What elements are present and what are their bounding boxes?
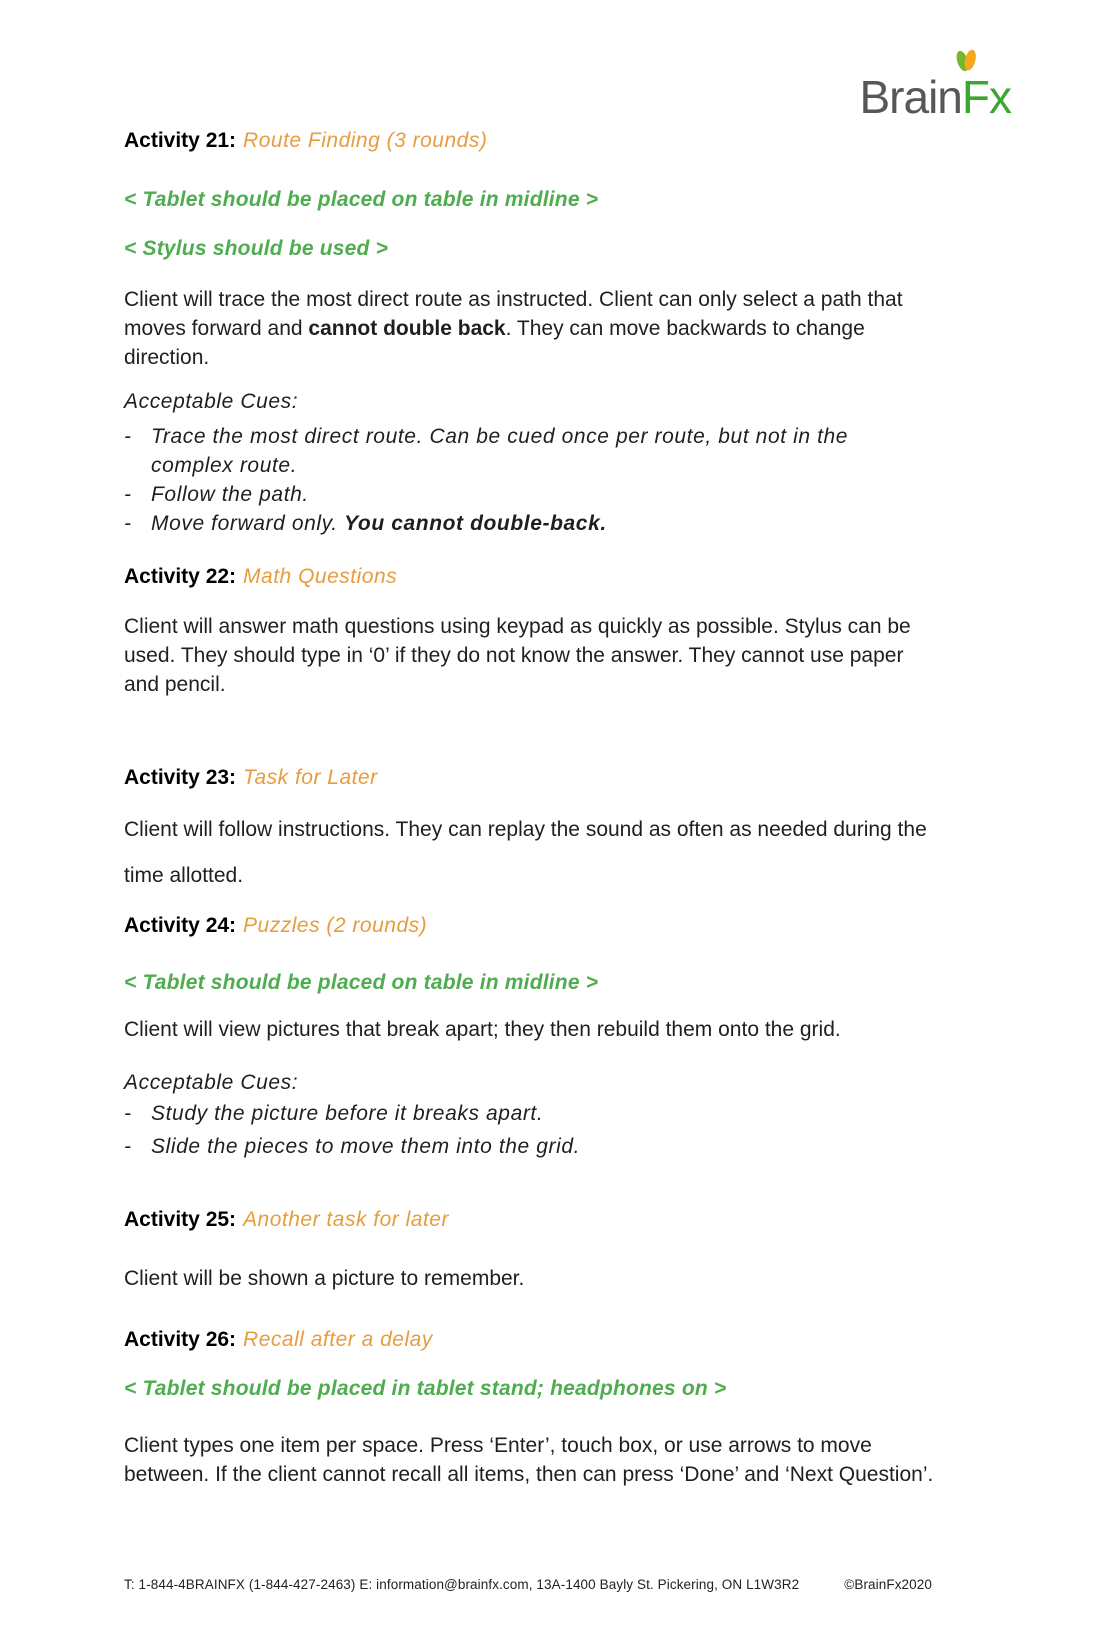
activity-22-label: Activity 22: xyxy=(124,565,237,588)
document-body xyxy=(124,126,936,1489)
activity-22-heading xyxy=(124,562,936,591)
brainfx-logo xyxy=(859,46,1012,123)
page-footer xyxy=(124,1576,932,1594)
activity-26-label: Activity 26: xyxy=(124,1328,237,1351)
activity-25-title: Another task for later xyxy=(243,1208,449,1231)
cue-item xyxy=(124,422,936,480)
activity-25-description: Client will be shown a picture to remember. xyxy=(124,1267,525,1290)
bullet-dash: - xyxy=(124,512,132,535)
activity-23-description: Client will follow instructions. They can replay the sound as often as needed during the time allotted. xyxy=(124,818,927,887)
description-text: Client will trace the most direct route as instructed. Client can only select a path that moves forward and xyxy=(124,288,903,340)
bullet-dash: - xyxy=(124,1135,132,1158)
activity-24-title: Puzzles (2 rounds) xyxy=(243,914,428,937)
activity-24-label: Activity 24: xyxy=(124,914,237,937)
activity-26-title: Recall after a delay xyxy=(243,1328,433,1351)
activity-22-description: Client will answer math questions using keypad as quickly as possible. Stylus can be used. They should type in ‘0’ if they do not know the answer. They cannot use paper and pencil. xyxy=(124,615,911,696)
logo-text-fx: Fx xyxy=(961,71,1011,123)
cue-list xyxy=(124,422,936,538)
bullet-dash: - xyxy=(124,1102,132,1125)
activity-23-title: Task for Later xyxy=(243,766,378,789)
cue-item xyxy=(124,1132,936,1161)
activity-25-label: Activity 25: xyxy=(124,1208,237,1231)
cue-item xyxy=(124,1099,936,1128)
setup-instruction-stylus: < Stylus should be used > xyxy=(124,237,389,260)
setup-instruction-tablet-midline: < Tablet should be placed on table in midline > xyxy=(124,971,599,994)
activity-21-heading xyxy=(124,126,936,155)
activity-21-label: Activity 21: xyxy=(124,129,237,152)
cue-item xyxy=(124,480,936,509)
footer-contact-info: T: 1-844-4BRAINFX (1-844-427-2463) E: information@brainfx.com, 13A-1400 Bayly St. Pickering, ON L1W3R2 xyxy=(124,1577,800,1592)
description-text: . They can move backwards to change direction. xyxy=(124,317,865,369)
cue-text: Study the picture before it breaks apart. xyxy=(151,1102,544,1125)
cue-text xyxy=(151,509,607,538)
activity-26-heading xyxy=(124,1325,936,1354)
description-bold-text: cannot double back xyxy=(308,317,506,340)
cue-text-bold: You cannot double-back. xyxy=(344,512,607,535)
activity-26-description: Client types one item per space. Press ‘Enter’, touch box, or use arrows to move between. If the client cannot recall all items, then can press ‘Done’ and ‘Next Question’. xyxy=(124,1434,934,1486)
setup-instruction-tablet-midline: < Tablet should be placed on table in midline > xyxy=(124,188,599,211)
cue-text: Trace the most direct route. Can be cued once per route, but not in the complex route. xyxy=(151,425,849,477)
cue-text-italic: Move forward only. xyxy=(151,512,345,535)
cue-text: Follow the path. xyxy=(151,483,309,506)
setup-instruction-tablet-stand-headphones: < Tablet should be placed in tablet stand; headphones on > xyxy=(124,1377,727,1400)
activity-21-title: Route Finding (3 rounds) xyxy=(243,129,488,152)
activity-22-title: Math Questions xyxy=(243,565,398,588)
cue-item xyxy=(124,509,936,538)
activity-21-description xyxy=(124,285,936,372)
bullet-dash: - xyxy=(124,483,132,506)
bullet-dash: - xyxy=(124,425,132,448)
activity-24-heading xyxy=(124,911,936,940)
activity-25-heading xyxy=(124,1205,936,1234)
leaf-icon xyxy=(954,46,978,74)
activity-23-label: Activity 23: xyxy=(124,766,237,789)
acceptable-cues-heading: Acceptable Cues: xyxy=(124,390,299,413)
cue-list xyxy=(124,1099,936,1161)
logo-text-brain: Brain xyxy=(859,71,962,123)
footer-copyright: ©BrainFx2020 xyxy=(844,1577,932,1592)
activity-23-heading xyxy=(124,763,936,792)
activity-24-description: Client will view pictures that break apart; they then rebuild them onto the grid. xyxy=(124,1018,841,1041)
acceptable-cues-heading: Acceptable Cues: xyxy=(124,1071,299,1094)
cue-text: Slide the pieces to move them into the grid. xyxy=(151,1135,581,1158)
